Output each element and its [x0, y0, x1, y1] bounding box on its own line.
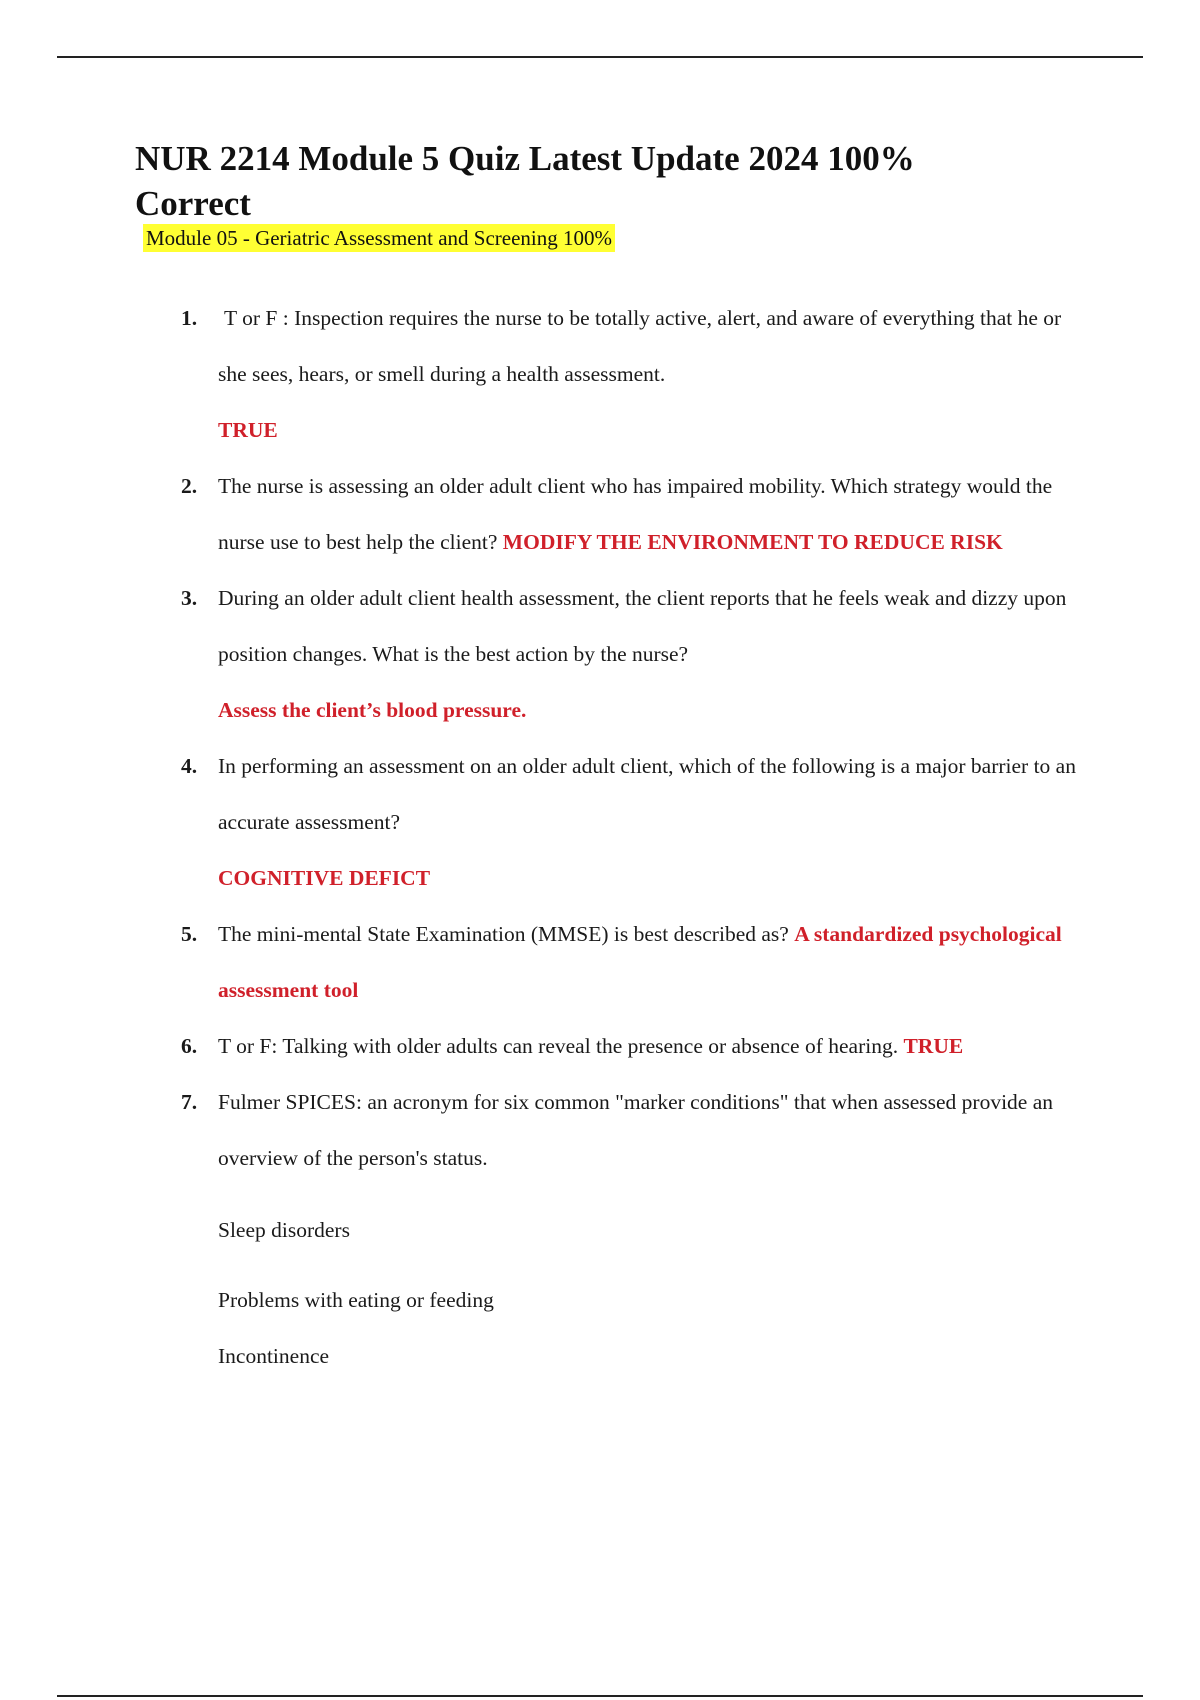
spices-item: Incontinence [218, 1344, 330, 1368]
question-text: In performing an assessment on an older adult client, which of the following is a major barrier to an accurate assessment? [218, 754, 1076, 834]
question-number: 2. [181, 474, 198, 498]
question-number: 7. [181, 1090, 198, 1114]
question-number: 5. [181, 922, 198, 946]
question-text: Fulmer SPICES: an acronym for six common "marker conditions" that when assessed provide an overview of the person's status. [218, 1090, 1054, 1170]
answer: MODIFY THE ENVIRONMENT TO REDUCE RISK [502, 530, 1003, 554]
spices-list [218, 1202, 1081, 1384]
document-title: NUR 2214 Module 5 Quiz Latest Update 2024 100% Correct [135, 139, 915, 223]
top-rule [57, 56, 1143, 58]
spices-item: Sleep disorders [218, 1218, 350, 1242]
spices-item: Problems with eating or feeding [218, 1288, 494, 1312]
answer: A standardized psychological assessment tool [218, 922, 1062, 1002]
document-subtitle-highlighted: Module 05 - Geriatric Assessment and Screening 100% [143, 224, 615, 252]
question-7 [181, 1074, 1081, 1384]
question-number: 6. [181, 1034, 198, 1058]
question-text: T or F : Inspection requires the nurse to be totally active, alert, and aware of everything that he or she sees, hears, or smell during a health assessment. [218, 306, 1062, 386]
question-text: T or F: Talking with older adults can reveal the presence or absence of hearing. [218, 1034, 904, 1058]
question-5 [181, 906, 1081, 1018]
question-number: 3. [181, 586, 198, 610]
question-3 [181, 570, 1081, 738]
question-text: The nurse is assessing an older adult client who has impaired mobility. Which strategy would the nurse use to best help the client? [218, 474, 1053, 554]
question-1 [181, 290, 1081, 458]
question-text: The mini-mental State Examination (MMSE) is best described as? [218, 922, 795, 946]
answer: COGNITIVE DEFICT [218, 866, 431, 890]
question-2 [181, 458, 1081, 570]
question-text: During an older adult client health assessment, the client reports that he feels weak and dizzy upon position changes. What is the best action by the nurse? [218, 586, 1067, 666]
answer: TRUE [218, 418, 278, 442]
question-4 [181, 738, 1081, 906]
answer: Assess the client’s blood pressure. [218, 698, 527, 722]
question-6 [181, 1018, 1081, 1074]
answer: TRUE [903, 1034, 964, 1058]
bottom-rule [57, 1695, 1143, 1697]
question-number: 1. [181, 306, 198, 330]
question-list [181, 290, 1081, 1384]
question-number: 4. [181, 754, 198, 778]
